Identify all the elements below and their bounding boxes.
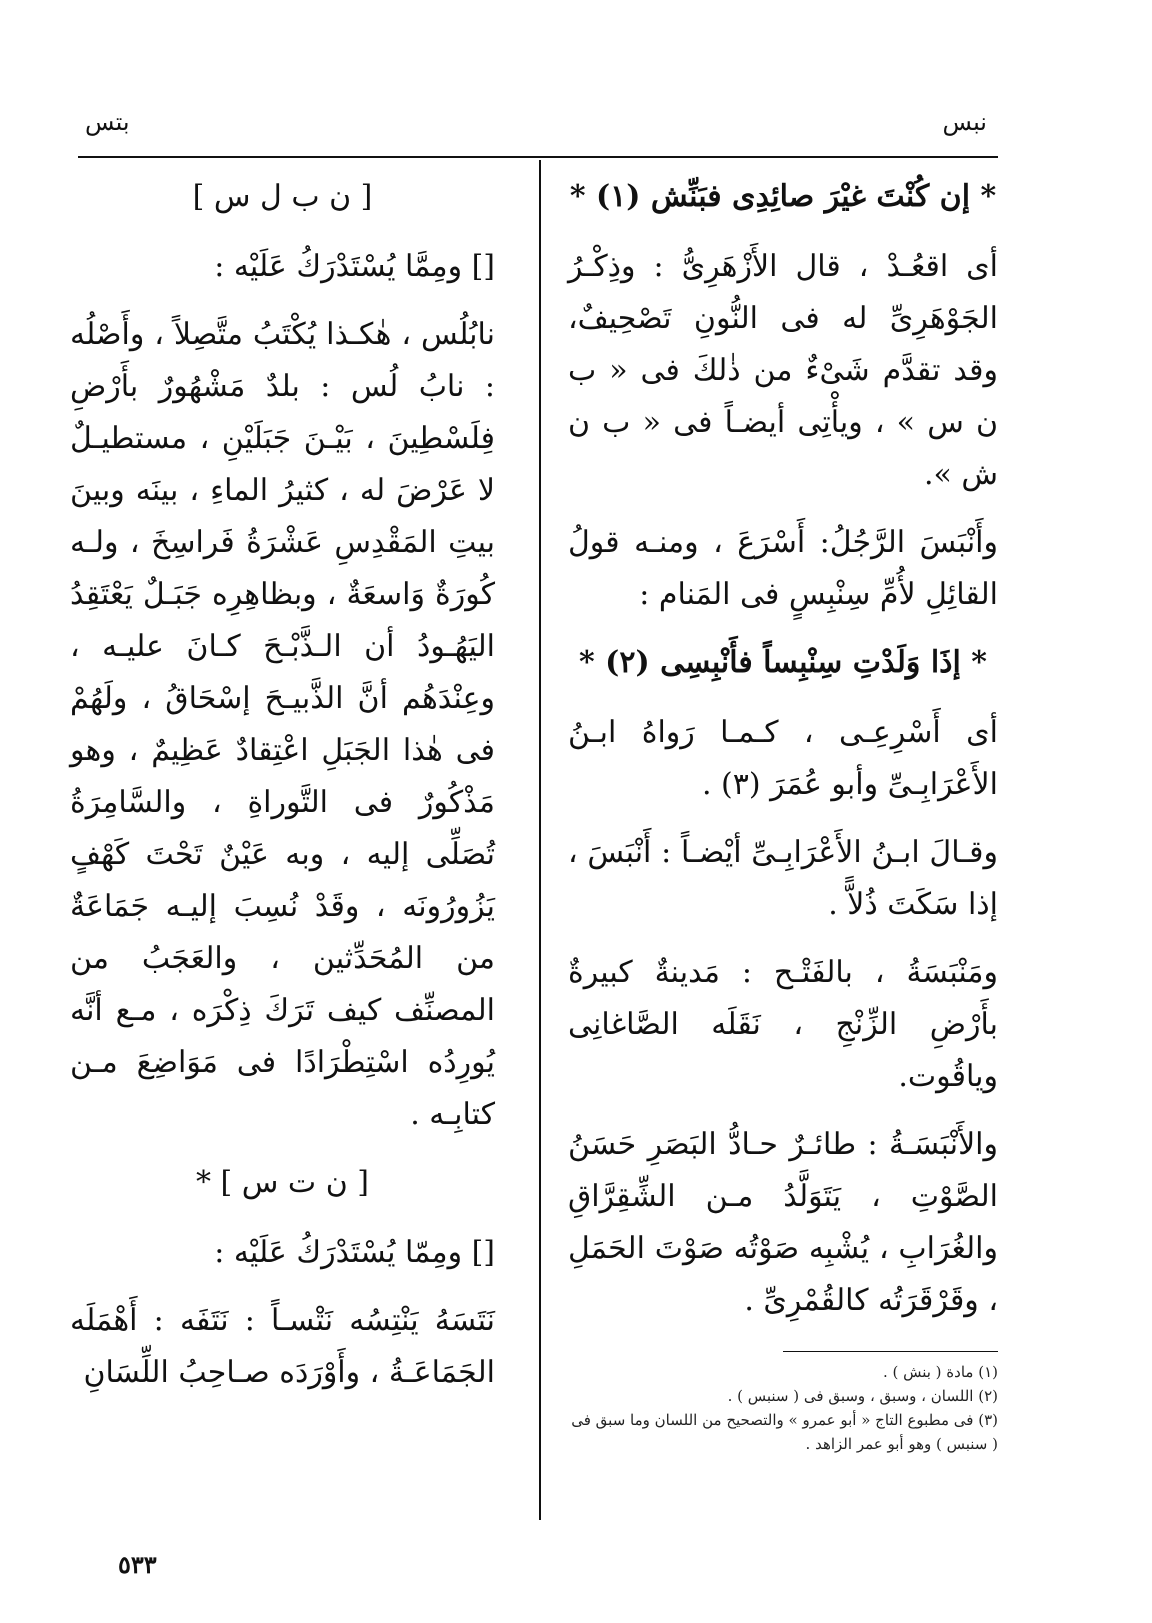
footnote: (١) مادة ( بنش ) . <box>882 1363 998 1381</box>
column-divider <box>539 160 541 1520</box>
entry-body: نَتَسَهُ يَنْتِسُه نَتْسـاً : نَتَفَه : أَهْمَلَه الجَمَاعَـةُ ، وأَوْرَدَه صـاحِبُ اللِّسَانِ <box>70 1303 495 1390</box>
footnote: (٣) فى مطبوع التاج « أبو عمرو » والتصحيح من اللسان وما سبق فى ( سنبس ) وهو أبو عمر الزاهد . <box>571 1411 998 1453</box>
paragraph: ومَنْبَسَةُ ، بالفَتْـح : مَدينةٌ كبيرةٌ بأَرْضِ الزِّنْجِ ، نَقَلَه الصَّاغانِى وياقُوت. <box>568 955 998 1094</box>
left-column <box>70 165 495 1415</box>
verse-line: * إذَا وَلَدْتِ سِنْبِساً فأَنْبِسِى (٢) * <box>578 645 987 680</box>
footnote-rule <box>783 1351 998 1352</box>
running-head-left: بتس <box>85 108 130 136</box>
verse-line: * إن كُنْتَ غيْرَ صائِدِى فبَنِّش (١) * <box>569 179 997 214</box>
paragraph: أى اقعُـدْ ، قال الأَزْهَرِىُّ : وذِكْـرُ الجَوْهَرِىِّ له فى النُّونِ تَصْحِيفٌ، وقد تقدَّم شَىْءٌ من ذٰلكَ فى « ب ن س » ، ويأْتِى أيضـاً فى « ب ن ش ». <box>568 249 998 492</box>
paragraph: وأَنْبَسَ الرَّجُلُ: أَسْرَعَ ، ومنـه قولُ القائِلِ لأُمِّ سِنْبِسٍ فى المَنام : <box>568 525 998 612</box>
entry-heading: [ ن ب ل س ] <box>192 179 373 214</box>
footnote: (٢) اللسان ، وسبق ، وسبق فى ( سنبس ) . <box>727 1387 998 1405</box>
entry-subheading: [] ومِمّا يُسْتَدْرَكُ عَلَيْه : <box>214 1235 495 1270</box>
page-number: ٥٣٣ <box>118 1550 157 1579</box>
entry-body: نابُلُس ، هٰكـذا يُكْتَبُ متَّصِلاً ، وأَصْلُه : نابُ لُس : بلدٌ مَشْهُورٌ بأَرْضِ فِلَسْطِينَ ، بَيْـنَ جَبَلَيْنِ ، مستطيـلٌ لا عَرْضَ له ، كثيرُ الماءِ ، بينَه وبينَ بيتِ المَقْدِسِ عَشْرَةُ فَراسِخَ ، ولـه كُورَةٌ وَاسعَةٌ ، وبظاهِرِه جَبَـلٌ يَعْتَقِدُ اليَهُـودُ أن الـذَّبْـحَ كـانَ عليـه ، وعِنْدَهُم أنَّ الذَّبيـحَ إسْحَاقُ ، ولَهُمْ فى هٰذا الجَبَلِ اعْتِقادٌ عَظِيمٌ ، وهو مَذْكُورٌ فى التَّوراةِ ، والسَّامِرَةُ تُصَلِّى إليه ، وبه عَيْنٌ تَحْتَ كَهْفٍ يَزُورُونَه ، وقَدْ نُسِبَ إليـه جَمَاعَةٌ من المُحَدِّثين ، والعَجَبُ من المصنِّف كيف تَرَكَ ذِكْرَه ، مـع أنَّه يُورِدُه اسْتِطْرَادًا فى مَوَاضِعَ مـن كتابِـه . <box>70 317 495 1132</box>
paragraph: أى أَسْرِعِـى ، كـمـا رَواهُ ابـنُ الأَعْرَابِـىِّ وأبو عُمَرَ (٣) . <box>568 715 998 802</box>
right-column <box>568 165 998 1456</box>
footnotes <box>568 1360 998 1456</box>
header-rule <box>78 156 998 158</box>
running-head-right: نبس <box>942 108 987 136</box>
entry-subheading: [] ومِمَّا يُسْتَدْرَكُ عَلَيْه : <box>214 249 495 284</box>
paragraph: والأَنْبَسَـةُ : طائـرٌ حـادُّ البَصَرِ حَسَنُ الصَّوْتِ ، يَتَوَلَّدُ مـن الشِّقِرَّاقِ والغُرَابِ ، يُشْبِه صَوْتُه صَوْتَ الحَمَلِ ، وقَرْقَرَتُه كالقُمْرِىِّ . <box>568 1127 998 1318</box>
entry-heading: [ ن ت س ] * <box>196 1165 369 1200</box>
paragraph: وقـالَ ابـنُ الأَعْرَابِـىِّ أيْضـاً : أَنْبَسَ ، إذا سَكَتَ ذُلاًّ . <box>568 835 998 922</box>
